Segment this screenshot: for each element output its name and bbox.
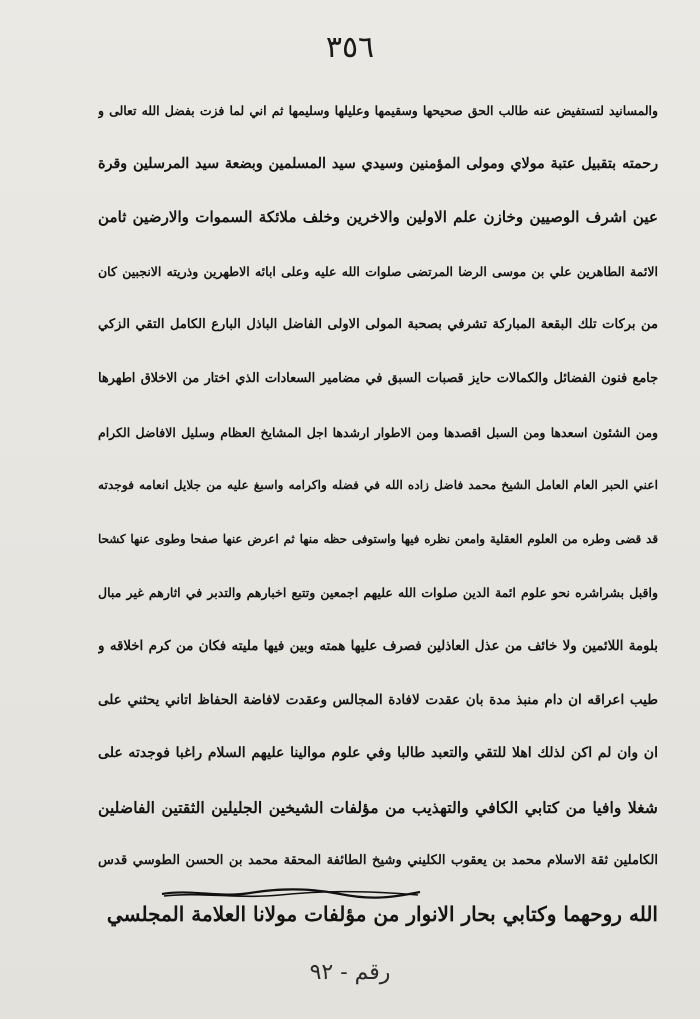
text-line-3: عين اشرف الوصيين وخازن علم الاولين والاخرين وخلف ملائكة السموات والارضين ثامن [98,208,658,227]
text-line-5: من بركات تلك البقعة المباركة تشرفي بصحبة المولى الاولى الفاضل الباذل البارع الكامل التقي الزكي [98,317,658,333]
handwritten-text-block [98,84,658,942]
text-line-6: جامع فنون الفضائل والكمالات حايز قصبات السبق في مضامير السعادات الذي اختار من الاخلاق اطهرها [98,370,658,386]
text-line-7: ومن الشئون اسعدها ومن السبل اقصدها ومن الاطوار ارشدها اجل المشايخ العظام وسليل الافاضل الكرام [98,424,658,440]
text-line-8: اعني الحبر العام العامل الشيخ محمد فاضل زاده الله في فضله واكرامه واسبغ عليه من جلايل انعامه فوجدته [98,478,658,493]
text-line-16: الله روحهما وكتابي بحار الانوار من مؤلفات مولانا العلامة المجلسي [106,901,658,926]
text-line-14: شغلا وافيا من كتابي الكافي والتهذيب من مؤلفات الشيخين الجليلين الثقتين الفاضلين [98,797,658,817]
text-line-1: والمسانيد لتستفيض عنه طالب الحق صحيحها وسقيمها وعليلها وسليمها ثم اني لما فزت بفضل الله تعالى و [98,103,658,118]
text-line-10: واقبل بشراشره نحو علوم ائمة الدين صلوات الله عليهم اجمعين وتتبع اخبارهم والتدبر في اثارهم غير مبال [98,585,658,601]
footer-number: رقم - ٩٢ [309,960,391,985]
page-number: ٣٥٦ [325,30,375,65]
text-line-9: قد قضى وطره من العلوم العقلية وامعن نظره فيها واستوفى حظه منها ثم اعرض عنها صفحا وطوى عنها كشحا [98,531,658,546]
text-line-11: بلومة اللائمين ولا خائف من عذل العاذلين فصرف عليها همته وبين فيها مليته فكان من كرم اخلاقه و [98,637,658,654]
crossed-out-scribble [160,886,422,900]
text-line-13: ان وان لم اكن لذلك اهلا للتقي والتعبد طالبا وفي علوم موالينا عليهم السلام راغبا فوجدته على [98,745,658,762]
text-line-4: الائمة الطاهرين علي بن موسى الرضا المرتضى صلوات الله عليه وعلى ابائه الاطهرين وذريته الانجبين كان [98,263,658,279]
text-line-15: الكاملين ثقة الاسلام محمد بن يعقوب الكليني وشيخ الطائفة المحقة محمد بن الحسن الطوسي قدس [98,853,658,869]
text-line-2: رحمته بتقبيل عتبة مولاي ومولى المؤمنين وسيدي سيد المسلمين وبضعة سيد المرسلين وقرة [98,155,658,172]
text-line-12: طيب اعراقه ان دام منبذ مدة بان عقدت لافادة المجالس وعقدت لافاضة الحفاظ اتاني يحثني على [98,691,658,708]
